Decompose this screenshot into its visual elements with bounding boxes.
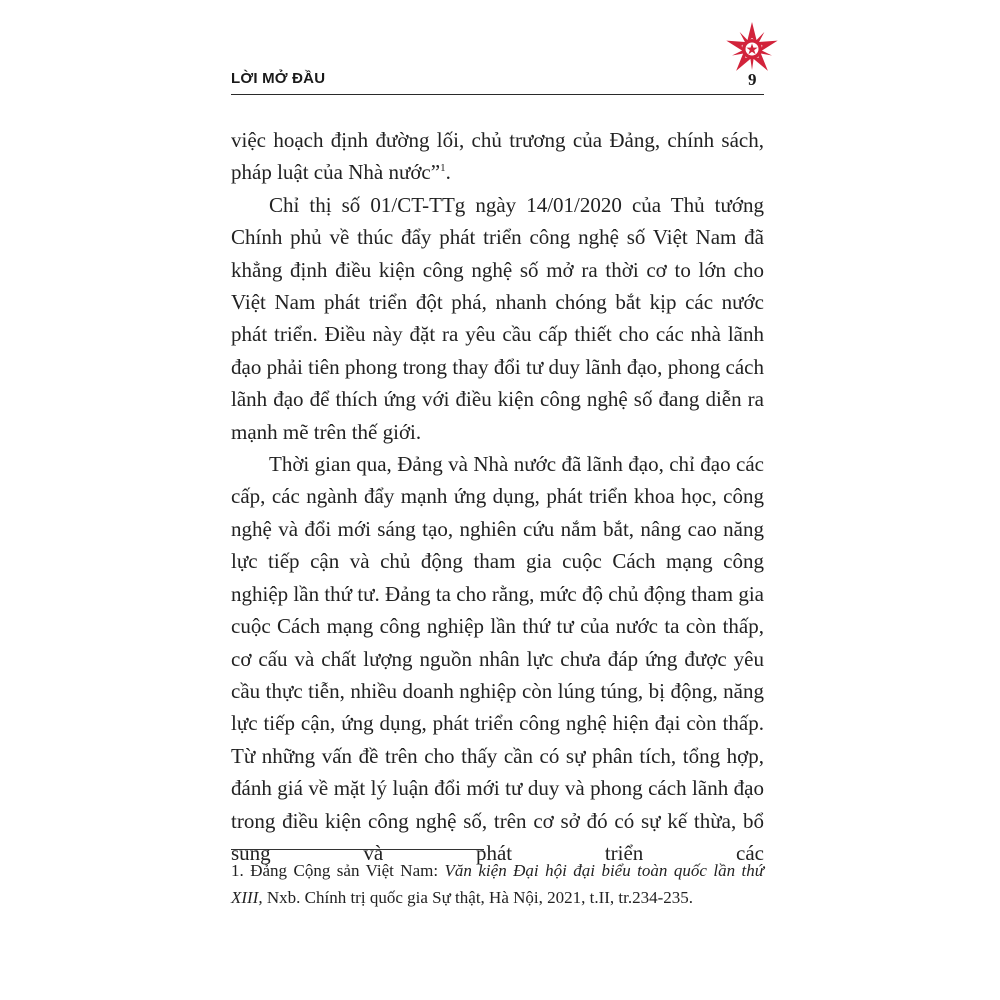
page-number: 9 xyxy=(748,70,757,89)
footnote-author: Đảng Cộng sản Việt Nam: xyxy=(250,861,439,880)
footnote-number: 1. xyxy=(231,861,244,880)
footnote-divider xyxy=(231,849,484,850)
chapter-title: LỜI MỞ ĐẦU xyxy=(231,70,326,87)
paragraph-continued-end xyxy=(231,156,764,188)
paragraph-line: pháp luật của Nhà nước” xyxy=(231,160,441,185)
header-divider xyxy=(231,94,764,95)
paragraph-period: . xyxy=(445,160,451,185)
paragraph-continued xyxy=(231,124,764,156)
footnote-publisher: Nxb. Chính trị quốc gia Sự thật, Hà Nội, 2021, t.II, tr.234-235. xyxy=(266,887,694,907)
paragraph-directive: Chỉ thị số 01/CT-TTg ngày 14/01/2020 của Thủ tướng Chính phủ về thúc đẩy phát triển công nghệ số Việt Nam đã khẳng định điều kiện công nghệ số mở ra thời cơ to lớn cho Việt Nam phát triển đột phá, nhanh chóng bắt kịp các nước phát triển. Điều này đặt ra yêu cầu cấp thiết cho các nhà lãnh đạo phải tiên phong trong thay đổi tư duy lãnh đạo, phong cách lãnh đạo để thích ứng với điều kiện công nghệ số đang diễn ra mạnh mẽ trên thế giới. xyxy=(231,192,764,444)
body-text xyxy=(231,124,764,869)
footnote-ref: 1 xyxy=(440,162,446,175)
footnote xyxy=(231,858,764,911)
footnote-title: Văn kiện Đại hội đại biểu toàn quốc lần thứ XIII, xyxy=(231,861,765,907)
paragraph-line: việc hoạch định đường lối, chủ trương của Đảng, chính sách, xyxy=(231,128,764,152)
paragraph-party: Thời gian qua, Đảng và Nhà nước đã lãnh đạo, chỉ đạo các cấp, các ngành đẩy mạnh ứng dụng, phát triển khoa học, công nghệ và đổi mới sáng tạo, nghiên cứu nắm bắt, nâng cao năng lực tiếp cận và chủ động tham gia cuộc Cách mạng công nghiệp lần thứ tư. Đảng ta cho rằng, mức độ chủ động tham gia cuộc Cách mạng công nghiệp lần thứ tư của nước ta còn thấp, cơ cấu và chất lượng nguồn nhân lực chưa đáp ứng được yêu cầu thực tiễn, nhiều doanh nghiệp còn lúng túng, bị động, năng lực tiếp cận, ứng dụng, phát triển công nghệ hiện đại còn thấp. Từ những vấn đề trên cho thấy cần có sự phân tích, tổng hợp, đánh giá về mặt lý luận đổi mới tư duy và phong cách lãnh đạo trong điều kiện công nghệ số, trên cơ sở đó có sự kế thừa, bổ sung và phát triển các xyxy=(231,452,764,865)
